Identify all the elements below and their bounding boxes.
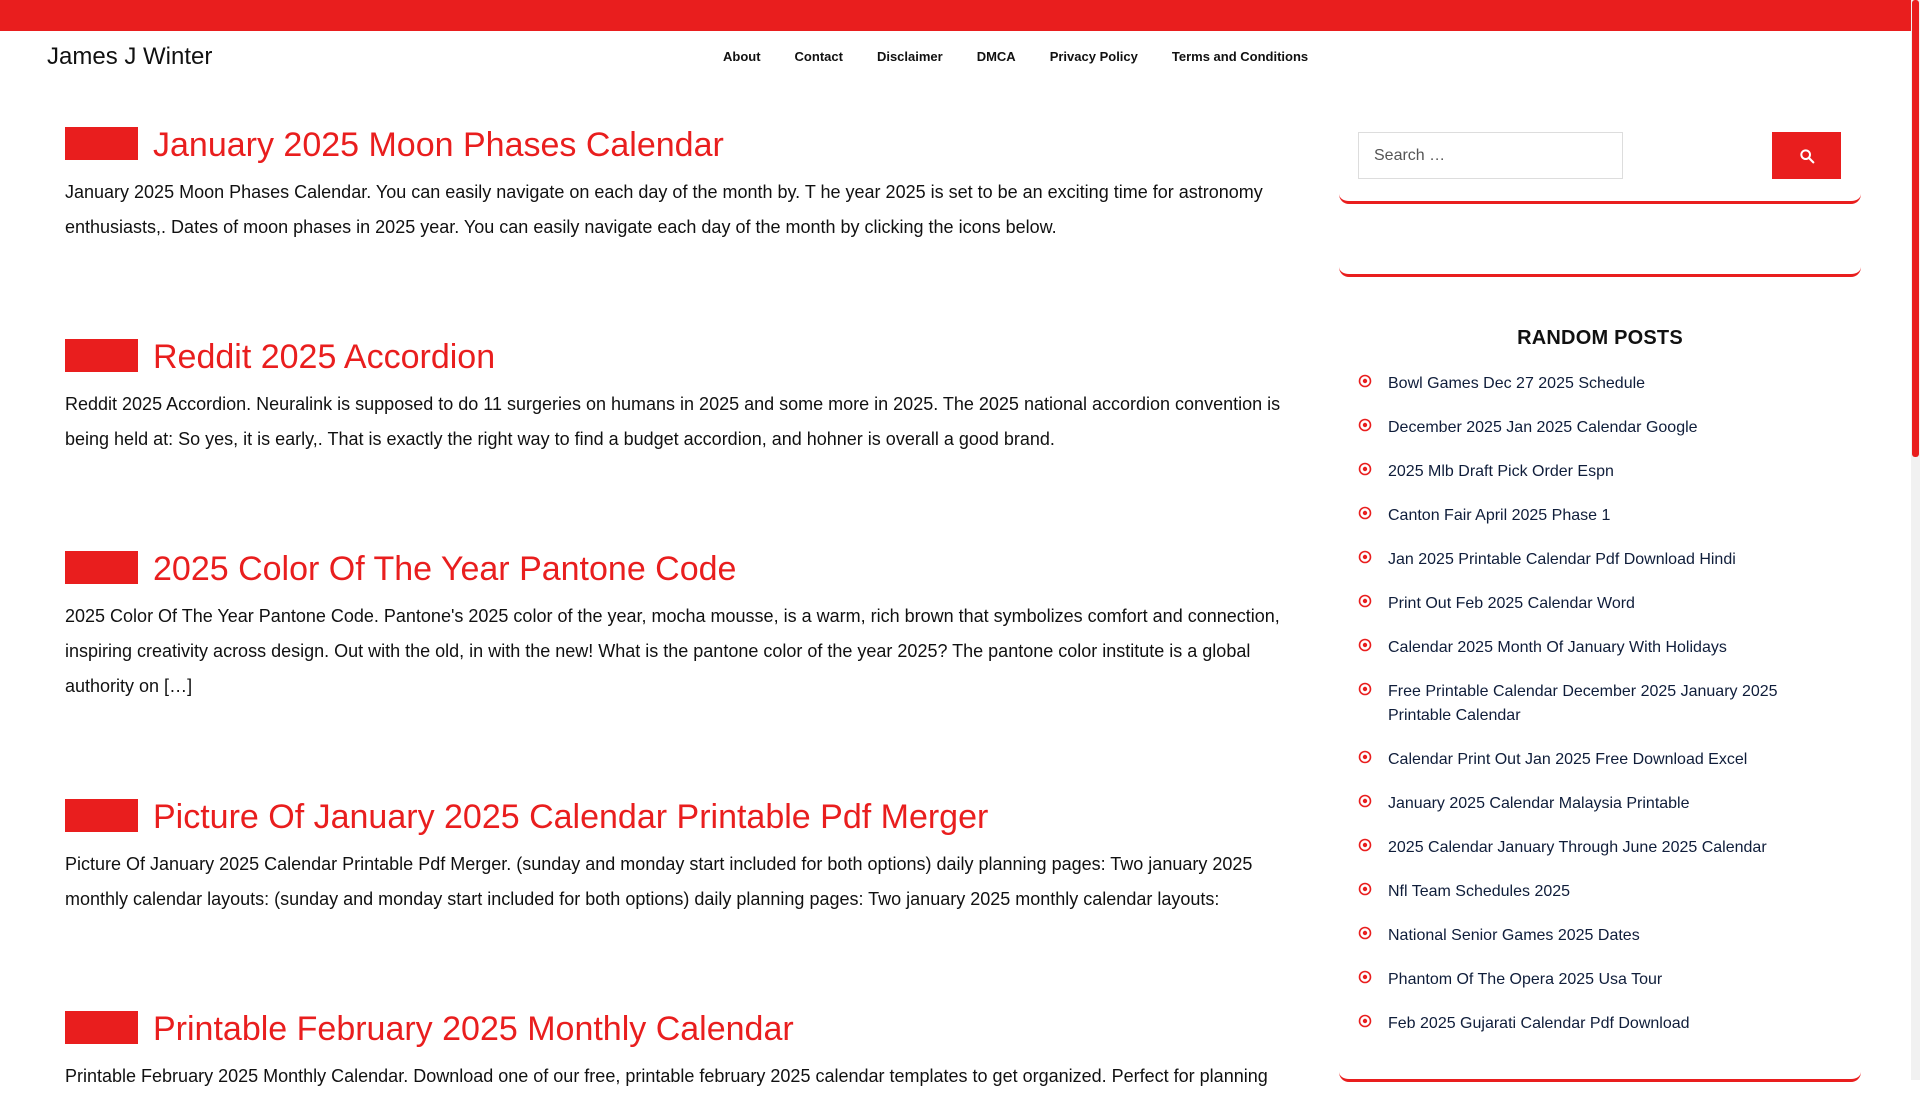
random-post-link[interactable]: Feb 2025 Gujarati Calendar Pdf Download [1388,1015,1690,1032]
category-badge[interactable] [65,127,138,160]
post-excerpt: 2025 Color Of The Year Pantone Code. Pantone's 2025 color of the year, mocha mousse, is a warm, rich brown that symbolizes comfort and connection, inspiring creativity across design. Out with the old, in with the new! What is the pantone color of the year 2025? The pantone color institute is a global authority on […] [65,606,1280,696]
random-post-link[interactable]: Calendar Print Out Jan 2025 Free Download Excel [1388,751,1748,768]
random-post-item [1358,460,1838,484]
bullet-dot-circle-icon [1358,506,1372,520]
bullet-dot-circle-icon [1358,594,1372,608]
random-post-link[interactable]: Nfl Team Schedules 2025 [1388,883,1571,900]
scrollbar-track[interactable] [1911,0,1920,1080]
random-posts-widget [1339,277,1861,1082]
random-post-link[interactable]: December 2025 Jan 2025 Calendar Google [1388,419,1698,436]
site-title[interactable]: James J Winter [47,43,213,70]
random-post-item [1358,636,1838,660]
random-post-link[interactable]: Canton Fair April 2025 Phase 1 [1388,507,1611,524]
random-post-item [1358,548,1838,572]
random-post-link[interactable]: Bowl Games Dec 27 2025 Schedule [1388,375,1646,392]
bullet-dot-circle-icon [1358,418,1372,432]
category-badge[interactable] [65,1011,138,1044]
bullet-dot-circle-icon [1358,838,1372,852]
bullet-dot-circle-icon [1358,750,1372,764]
bullet-dot-circle-icon [1358,374,1372,388]
random-post-item [1358,1012,1838,1036]
random-post-link[interactable]: Jan 2025 Printable Calendar Pdf Download Hindi [1388,551,1736,568]
post-excerpt: Printable February 2025 Monthly Calendar. Download one of our free, printable february 2025 calendar templates to get organized. Perfect for planning [65,1066,1268,1086]
random-post-item [1358,372,1838,396]
random-post-item [1358,880,1838,904]
random-post-item [1358,504,1838,528]
post-title-link[interactable]: January 2025 Moon Phases Calendar [153,126,724,164]
main-nav [723,49,1308,64]
nav-terms-and-conditions[interactable]: Terms and Conditions [1171,49,1309,64]
random-post-item [1358,680,1838,728]
random-post-link[interactable]: National Senior Games 2025 Dates [1388,927,1640,944]
post-excerpt: Picture Of January 2025 Calendar Printable Pdf Merger. (sunday and monday start included for both options) daily planning pages: Two january 2025 monthly calendar layouts: (sunday and monday start included for both options) daily planning pages: Two january 2025 monthly calendar layouts: [65,854,1253,909]
random-post-item [1358,968,1838,992]
search-button[interactable] [1772,132,1841,179]
bullet-dot-circle-icon [1358,970,1372,984]
category-badge[interactable] [65,799,138,832]
scrollbar-thumb[interactable] [1912,0,1919,457]
random-post-link[interactable]: 2025 Mlb Draft Pick Order Espn [1388,463,1614,480]
nav-about[interactable]: About [723,49,761,64]
bullet-dot-circle-icon [1358,550,1372,564]
random-posts-title: RANDOM POSTS [1517,327,1683,349]
post-title-link[interactable]: Reddit 2025 Accordion [153,338,496,376]
post-title-link[interactable]: 2025 Color Of The Year Pantone Code [153,550,737,588]
random-post-link[interactable]: 2025 Calendar January Through June 2025 Calendar [1388,839,1767,856]
random-post-item [1358,592,1838,616]
bullet-dot-circle-icon [1358,1014,1372,1028]
search-widget [1339,127,1861,204]
empty-widget [1339,204,1861,277]
site-header [0,31,1911,83]
post-excerpt: Reddit 2025 Accordion. Neuralink is supposed to do 11 surgeries on humans in 2025 and some more in 2025. The 2025 national accordion convention is being held at: So yes, it is early,. That is exactly the right way to find a budget accordion, and hohner is overall a good brand. [65,394,1281,449]
random-post-link[interactable]: Free Printable Calendar December 2025 January 2025 Printable Calendar [1388,683,1778,724]
top-accent-bar [0,0,1911,31]
search-icon [1799,148,1815,164]
search-input[interactable] [1358,132,1623,179]
bullet-dot-circle-icon [1358,926,1372,940]
random-post-link[interactable]: Calendar 2025 Month Of January With Holidays [1388,639,1727,656]
random-posts-list [1358,372,1838,1056]
nav-contact[interactable]: Contact [794,49,843,64]
bullet-dot-circle-icon [1358,882,1372,896]
category-badge[interactable] [65,551,138,584]
bullet-dot-circle-icon [1358,794,1372,808]
nav-dmca[interactable]: DMCA [976,49,1016,64]
random-post-item [1358,416,1838,440]
category-badge[interactable] [65,339,138,372]
random-post-link[interactable]: Print Out Feb 2025 Calendar Word [1388,595,1635,612]
bullet-dot-circle-icon [1358,638,1372,652]
nav-disclaimer[interactable]: Disclaimer [876,49,943,64]
random-post-item [1358,836,1838,860]
bullet-dot-circle-icon [1358,462,1372,476]
random-post-link[interactable]: January 2025 Calendar Malaysia Printable [1388,795,1690,812]
bullet-dot-circle-icon [1358,682,1372,696]
random-post-item [1358,748,1838,772]
post-title-link[interactable]: Picture Of January 2025 Calendar Printable Pdf Merger [153,798,989,836]
nav-privacy-policy[interactable]: Privacy Policy [1049,49,1138,64]
post-excerpt: January 2025 Moon Phases Calendar. You can easily navigate on each day of the month by. T he year 2025 is set to be an exciting time for astronomy enthusiasts,. Dates of moon phases in 2025 year. You can easily navigate each day of the month by clicking the icons below. [65,182,1263,237]
random-post-link[interactable]: Phantom Of The Opera 2025 Usa Tour [1388,971,1663,988]
post-title-link[interactable]: Printable February 2025 Monthly Calendar [153,1010,794,1048]
random-post-item [1358,924,1838,948]
random-post-item [1358,792,1838,816]
